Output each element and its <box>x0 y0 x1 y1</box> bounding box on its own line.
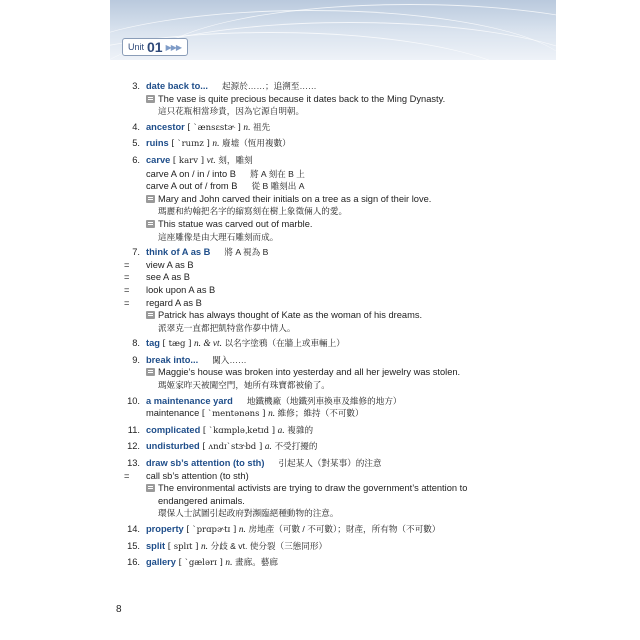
subline-english: carve A on / in / into B <box>146 168 236 179</box>
entry-ipa: [ splɪt ] <box>167 541 199 552</box>
entry-subline <box>120 168 560 181</box>
synonym-text: call sb’s attention (to sth) <box>146 470 249 481</box>
example-chinese <box>120 322 560 335</box>
example-sentence: endangered animals. <box>158 495 245 506</box>
entry-headline <box>120 121 560 135</box>
entry-term: property <box>146 524 184 534</box>
example-english <box>120 218 560 231</box>
example-chinese <box>120 205 560 218</box>
entry-pos: n. & vt. <box>194 339 222 350</box>
vocab-entry <box>120 540 560 554</box>
entry-ipa: [ tæg ] <box>162 339 192 350</box>
entry-pos: a. <box>277 425 285 436</box>
entry-number: 14. <box>127 524 140 534</box>
example-icon <box>146 368 155 376</box>
synonym-line <box>120 470 560 483</box>
example-translation: 環保人士試圖引起政府對瀕臨絕種動物的注意。 <box>158 508 339 519</box>
example-sentence: This statue was carved out of marble. <box>158 218 313 229</box>
vocab-entry <box>120 395 560 421</box>
entry-headline <box>120 523 560 537</box>
example-chinese <box>120 105 560 118</box>
entry-headline <box>120 540 560 554</box>
entry-pos: vt. <box>206 155 216 166</box>
entry-term: carve <box>146 154 171 165</box>
vocab-entry <box>120 154 560 243</box>
entry-gloss: 以名字塗鴉（在牆上或車輛上） <box>224 338 345 349</box>
equals-sign: = <box>124 470 130 481</box>
entry-term: ruins <box>146 138 169 149</box>
synonym-text: regard A as B <box>146 297 202 308</box>
entry-headline <box>120 137 560 151</box>
equals-sign: = <box>124 259 130 270</box>
vocab-entry <box>120 556 560 570</box>
entry-pos: n. <box>238 525 246 535</box>
entry-headline <box>120 337 560 351</box>
entry-ipa: [ karv ] <box>172 155 205 166</box>
entry-number: 11. <box>127 424 140 435</box>
entry-ipa: [ ˋruɪnz ] <box>171 139 210 150</box>
subline-english: maintenance <box>146 408 200 419</box>
entry-term: tag <box>146 338 160 349</box>
entry-headline <box>120 80 560 93</box>
synonym-text: look upon A as B <box>146 284 216 295</box>
entry-number: 7. <box>132 247 140 258</box>
example-translation: 派翠克一直都把凱特當作夢中情人。 <box>158 322 296 333</box>
entry-headline <box>120 556 560 570</box>
entry-gloss: 複雜的 <box>287 424 314 435</box>
synonym-line <box>120 297 560 310</box>
subline-pos: n. <box>268 409 276 420</box>
entry-gloss: 引起某人（對某事）的注意 <box>278 458 382 469</box>
entry-number: 9. <box>132 354 140 365</box>
entry-gloss: 分歧 & vt. 使分裂（三態同形） <box>210 540 328 551</box>
unit-tab <box>122 38 188 56</box>
entry-subline <box>120 407 560 421</box>
unit-label: Unit <box>128 42 145 52</box>
example-icon <box>146 220 155 228</box>
entry-gloss: 地鐵機廠（地鐵列車換車及維修的地方） <box>246 395 402 406</box>
entry-term: break into... <box>146 354 199 365</box>
example-icon <box>146 195 155 203</box>
example-icon <box>146 95 155 103</box>
synonym-text: see A as B <box>146 272 190 283</box>
example-sentence: The environmental activists are trying to draw the government’s attention to <box>158 483 468 494</box>
example-english <box>120 93 560 106</box>
example-sentence: The vase is quite precious because it dates back to the Ming Dynasty. <box>158 93 446 104</box>
equals-sign: = <box>124 272 130 283</box>
subline-chinese: 從 B 雕刻出 A <box>251 181 305 192</box>
entry-number: 16. <box>127 557 140 568</box>
vocab-entry <box>120 246 560 334</box>
arrows-icon: ▶▶▶ <box>165 42 182 52</box>
entry-number: 4. <box>132 121 140 132</box>
entry-pos: n. <box>212 139 220 150</box>
subline-english: carve A out of / from B <box>146 181 238 192</box>
entry-number: 3. <box>132 81 140 91</box>
entry-number: 5. <box>132 138 140 149</box>
entry-number: 6. <box>132 154 140 165</box>
entry-term: ancestor <box>146 121 185 132</box>
entry-subline <box>120 180 560 193</box>
entry-headline <box>120 457 560 470</box>
entry-headline <box>120 424 560 438</box>
example-english <box>120 309 560 322</box>
entry-pos: n. <box>201 541 208 552</box>
example-translation: 這座雕像是由大理石雕刻而成。 <box>158 231 279 242</box>
entry-number: 12. <box>127 441 140 452</box>
entry-pos: a. <box>264 442 272 453</box>
example-english <box>120 482 560 495</box>
entry-number: 15. <box>127 540 140 551</box>
example-english <box>120 366 560 379</box>
entry-term: undisturbed <box>146 441 200 452</box>
entry-term: split <box>146 540 166 551</box>
subline-chinese: 將 A 刻在 B 上 <box>249 168 305 179</box>
example-sentence: Patrick has always thought of Kate as the woman of his dreams. <box>158 310 423 321</box>
example-chinese <box>120 231 560 244</box>
example-english <box>120 193 560 206</box>
entry-gloss: 不受打擾的 <box>274 441 318 452</box>
entry-headline <box>120 395 560 408</box>
example-translation: 瑪麗和約翰把名字的縮寫刻在樹上象徵倆人的愛。 <box>158 206 348 217</box>
entry-term: a maintenance yard <box>146 395 233 406</box>
example-sentence: Maggie’s house was broken into yesterday and all her jewelry was stolen. <box>158 367 461 378</box>
synonym-line <box>120 284 560 297</box>
vocab-entry <box>120 424 560 438</box>
entry-term: date back to... <box>146 81 208 91</box>
equals-sign: = <box>124 284 130 295</box>
entry-ipa: [ ˋænsɛstɚ ] <box>187 122 241 133</box>
entry-gloss: 起源於……；追溯至…… <box>222 81 317 91</box>
example-chinese <box>120 379 560 392</box>
vocab-entry <box>120 457 560 520</box>
vocab-entry <box>120 440 560 454</box>
entry-term: draw sb’s attention (to sth) <box>146 458 265 469</box>
synonym-line <box>120 271 560 284</box>
synonym-text: view A as B <box>146 259 194 270</box>
entry-ipa: [ ˋgælərɪ ] <box>178 558 223 569</box>
entry-headline <box>120 354 560 367</box>
vocabulary-list <box>120 80 560 573</box>
subline-chinese: 維修；維持（不可數） <box>277 408 364 419</box>
entry-headline <box>120 440 560 454</box>
entry-ipa: [ ˋkɑmpləˌketɪd ] <box>202 425 276 436</box>
entry-gloss: 畫廊。藝廊 <box>235 557 278 568</box>
vocab-entry <box>120 80 560 118</box>
entry-ipa: [ ʌndɪˋstɝbd ] <box>202 442 263 453</box>
vocab-entry <box>120 137 560 151</box>
entry-pos: n. <box>225 558 233 569</box>
example-sentence: Mary and John carved their initials on a tree as a sign of their love. <box>158 193 432 204</box>
example-translation: 瑪姬家昨天被闖空門，她所有珠寶都被偷了。 <box>158 380 330 391</box>
subline-ipa: [ ˋmentənəns ] <box>201 409 266 420</box>
example-icon <box>146 311 155 319</box>
entry-gloss: 將 A 視為 B <box>224 247 269 258</box>
entry-number: 8. <box>132 338 140 349</box>
entry-gloss: 刻，雕刻 <box>218 154 253 165</box>
example-icon <box>146 484 155 492</box>
example-english-continued <box>120 495 560 508</box>
synonym-line <box>120 259 560 272</box>
entry-term: think of A as B <box>146 247 211 258</box>
entry-gloss: 廢墟（恆用複數） <box>222 138 291 149</box>
unit-number: 01 <box>147 39 163 55</box>
vocab-entry <box>120 337 560 351</box>
page-number: 8 <box>116 604 122 615</box>
equals-sign: = <box>124 297 130 308</box>
entry-gloss: 闖入…… <box>212 354 247 365</box>
entry-pos: n. <box>243 122 251 133</box>
entry-gloss: 房地產（可數 / 不可數）；財產，所有物（不可數） <box>248 524 441 534</box>
example-translation: 這只花瓶相當珍貴，因為它源自明朝。 <box>158 106 305 117</box>
entry-number: 13. <box>127 458 140 469</box>
entry-number: 10. <box>127 395 140 406</box>
example-chinese <box>120 507 560 520</box>
entry-headline <box>120 246 560 259</box>
entry-term: complicated <box>146 424 201 435</box>
entry-headline <box>120 154 560 168</box>
vocab-entry <box>120 523 560 537</box>
entry-term: gallery <box>146 557 176 568</box>
vocab-entry <box>120 354 560 392</box>
entry-gloss: 祖先 <box>253 121 271 132</box>
vocab-entry <box>120 121 560 135</box>
entry-ipa: [ ˋprɑpɚtɪ ] <box>186 525 237 535</box>
